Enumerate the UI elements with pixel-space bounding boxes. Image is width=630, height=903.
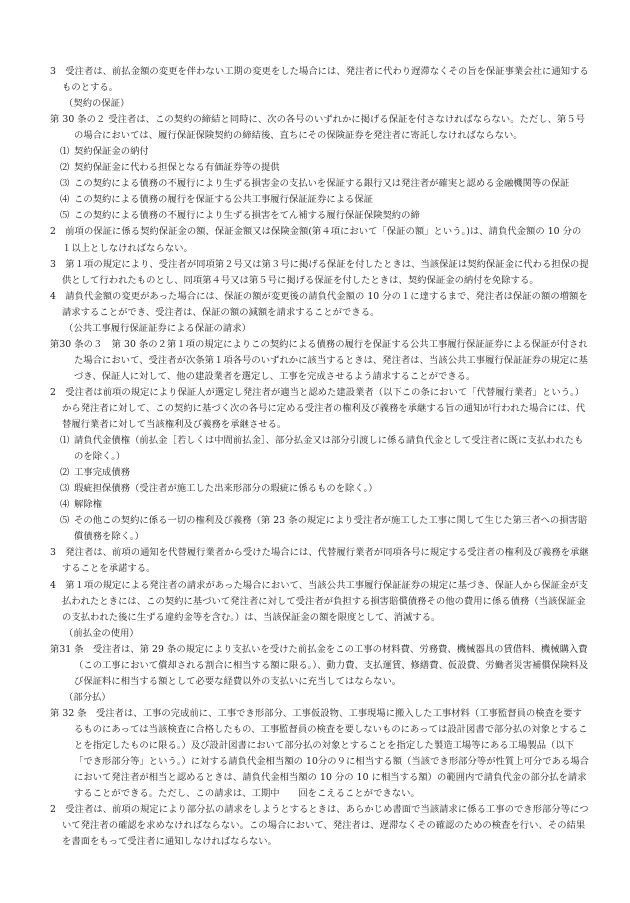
list-item <box>50 481 590 497</box>
article-paragraph: 第31 条 受注者は、第 29 条の規定により支払いを受けた前払金をこの工事の材料費、労務費、機械器具の賃借料、機械購入費（この工事において償却される割合に相当する額に限る。）、動力費、支払運賃、修繕費、仮設費、労働者災害補償保険料及び保証料に相当する額として必要な経費以外の支払いに充当してはならない。 <box>50 643 589 687</box>
item-number: ⑷ <box>60 499 70 511</box>
item-text: 契約保証金の納付 <box>74 146 149 158</box>
numbered-paragraph: 4 請負代金額の変更があった場合には、保証の額が変更後の請負代金額の 10 分の１に達するまで、発注者は保証の額の増額を請求することができ、受注者は、保証の額の減額を請求することができる。 <box>50 290 588 318</box>
list-item <box>50 497 590 513</box>
list-item <box>50 513 590 545</box>
article-heading: （前払金の使用） <box>64 627 139 639</box>
numbered-paragraph: 4 第１項の規定による発注者の請求があった場合において、当該公共工事履行保証証券の規定に基づき、保証人から保証金が支払われたときには、この契約に基づいて発注者に対して受注者が負担する損害賠償債務その他の費用に係る債務（当該保証金の支払われた後に生ずる違約金等を含む。）は、当該保証金の額を限度として、消滅する。 <box>50 579 589 623</box>
article-paragraph: 第 32 条 受注者は、工事の完成前に、工事でき形部分、工事仮設物、工事現場に搬入した工事材料（工事監督員の検査を要するものにあっては当該検査に合格したもの、工事監督員の検査を要しないものにあっては設計図書で部分払の対象とすることを指定したものに限る。）及び設計図書において部分払の対象とすることを指定した製造工場等にある工場製品（以下「でき形部分等」という。）に対する請負代金相当額の 10分の９に相当する額（当該でき形部分等が性質上可分である場合において発注者が相当と認めるときは、請負代金相当額の 10 分の 10 に相当する額）の範囲内で請負代金の部分払を請求することができる。ただし、この請求は、工期中 回をこえることができない。 <box>50 707 590 800</box>
item-text: 請負代金債権（前払金［若しくは中間前払金］、部分払金又は部分引渡しに係る請負代金として受注者に既に支払われたものを除く。） <box>74 435 584 463</box>
item-number: ⑵ <box>60 162 70 174</box>
item-text: 瑕疵担保債務（受注者が施工した出来形部分の瑕疵に係るものを除く。） <box>74 483 378 495</box>
item-text: この契約による債務の不履行により生ずる損害金の支払いを保証する銀行又は発注者が確実と認める金融機関等の保証 <box>74 178 570 190</box>
item-number: ⑸ <box>60 515 70 527</box>
list-item <box>50 208 590 224</box>
numbered-paragraph: 3 受注者は、前払金額の変更を伴わない工期の変更をした場合には、発注者に代わり遅滞なくその旨を保証事業会社に通知するものとする。 <box>50 66 589 94</box>
item-text: その他この契約に係る一切の権利及び義務（第 23 条の規定により受注者が施工した工事に関して生じた第三者への損害賠償債務を除く。） <box>74 515 588 543</box>
item-number: ⑴ <box>60 146 70 158</box>
list-item <box>50 144 590 160</box>
item-text: この契約による債務の不履行により生ずる損害をてん補する履行保証保険契約の締 <box>74 210 420 222</box>
item-number: ⑸ <box>60 210 70 222</box>
article-paragraph: 第30 条の３ 第 30 条の２第１項の規定によりこの契約による債務の履行を保証する公共工事履行保証証券による保証が付された場合において、受注者が次条第１項各号のいずれかに該当するときは、発注者は、当該公共工事履行保証証券の規定に基づき、保証人に対して、他の建設業者を選定し、工事を完成させるよう請求することができる。 <box>50 338 588 382</box>
list-item <box>50 176 590 192</box>
item-number: ⑵ <box>60 467 70 479</box>
item-number: ⑶ <box>60 178 70 190</box>
numbered-paragraph: 3 第１項の規定により、受注者が同項第２号又は第３号に掲げる保証を付したときは、当該保証は契約保証金に代わる担保の提供として行われたものとし、同項第４号又は第５号に掲げる保証を付したときは、契約保証金の納付を免除する。 <box>50 258 589 286</box>
list-item <box>50 465 590 481</box>
numbered-paragraph: 2 受注者は前項の規定により保証人が選定し発注者が適当と認めた建設業者（以下この条において「代替履行業者」という。）から発注者に対して、この契約に基づく次の各号に定める受注者の権利及び義務を承継する旨の通知が行われた場合には、代替履行業者に対して当該権利及び義務を承継させる。 <box>50 386 586 431</box>
list-item <box>50 192 590 208</box>
item-text: 契約保証金に代わる担保となる有価証券等の提供 <box>74 162 280 174</box>
numbered-paragraph: 3 発注者は、前項の通知を代替履行業者から受けた場合には、代替履行業者が同項各号に規定する受注者の権利及び義務を承継することを承諾する。 <box>50 547 589 575</box>
list-item <box>50 160 590 176</box>
numbered-paragraph: 2 前項の保証に係る契約保証金の額、保証金額又は保険金額(第４項において「保証の額」という。)は、請負代金額の 10 分の１以上としなければならない。 <box>50 226 582 254</box>
item-number: ⑶ <box>60 483 70 495</box>
item-text: 工事完成債務 <box>74 467 131 479</box>
item-number: ⑴ <box>60 435 70 447</box>
article-heading: （公共工事履行保証証券による保証の請求） <box>64 322 251 334</box>
item-text: 解除権 <box>74 499 103 511</box>
article-paragraph: 第 30 条の２ 受注者は、この契約の締結と同時に、次の各号のいずれかに掲げる保証を付さなければならない。ただし、第５号の場合においては、履行保証保険契約の締結後、直ちにその保険証券を発注者に寄託しなければならない。 <box>50 114 586 142</box>
list-item <box>50 433 590 465</box>
article-heading: （部分払） <box>64 691 111 703</box>
item-number: ⑷ <box>60 194 70 206</box>
article-heading: （契約の保証） <box>64 98 130 110</box>
numbered-paragraph: 2 受注者は、前項の規定により部分払の請求をしようとするときは、あらかじめ書面で当該請求に係る工事のでき形部分等について発注者の確認を求めなければならない。この場合において、発注者は、遅滞なくその確認のための検査を行い、その結果を書面をもって受注者に通知しなければならない。 <box>50 804 589 848</box>
item-text: この契約による債務の履行を保証する公共工事履行保証証券による保証 <box>74 194 374 206</box>
